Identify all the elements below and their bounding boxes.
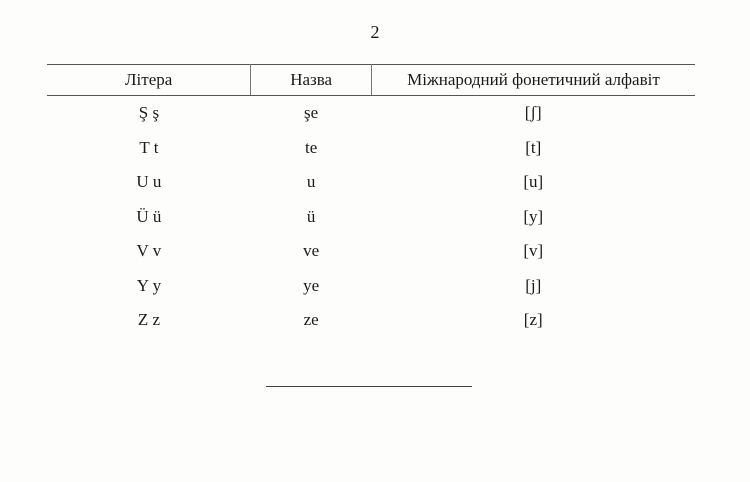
table-row [47, 96, 695, 131]
cell-ipa: [ʃ] [524, 103, 542, 123]
cell-name: te [305, 137, 318, 157]
cell-name: ze [303, 310, 319, 330]
table-body [47, 96, 695, 338]
cell-ipa: [v] [523, 241, 544, 261]
table-row [47, 165, 695, 200]
table-row [47, 131, 695, 166]
cell-letter: T t [139, 137, 159, 157]
cell-name: ye [303, 275, 320, 295]
cell-ipa: [t] [525, 137, 542, 157]
cell-letter: Y y [136, 275, 162, 295]
cell-letter: Ş ş [138, 103, 160, 123]
cell-name: u [306, 172, 316, 192]
footnote-divider [266, 386, 472, 387]
cell-letter: Ü ü [136, 206, 162, 226]
cell-letter: V v [136, 241, 162, 261]
header-name: Назва [251, 65, 372, 96]
alphabet-table [47, 64, 695, 338]
cell-ipa: [y] [523, 206, 544, 226]
page-number: 2 [370, 22, 380, 42]
cell-name: şe [304, 103, 319, 123]
cell-letter: U u [136, 172, 162, 192]
cell-ipa: [j] [525, 275, 542, 295]
table-header [47, 65, 695, 96]
header-letter: Літера [47, 65, 251, 96]
header-row [47, 65, 695, 96]
table-row [47, 303, 695, 338]
cell-name: ü [306, 206, 316, 226]
cell-letter: Z z [137, 310, 160, 330]
table-row [47, 269, 695, 304]
cell-name: ve [303, 241, 320, 261]
cell-ipa: [z] [523, 310, 543, 330]
alphabet-table-container [47, 64, 695, 338]
table-row [47, 234, 695, 269]
cell-ipa: [u] [523, 172, 544, 192]
header-ipa: Міжнародний фонетичний алфавіт [371, 65, 695, 96]
table-row [47, 200, 695, 235]
